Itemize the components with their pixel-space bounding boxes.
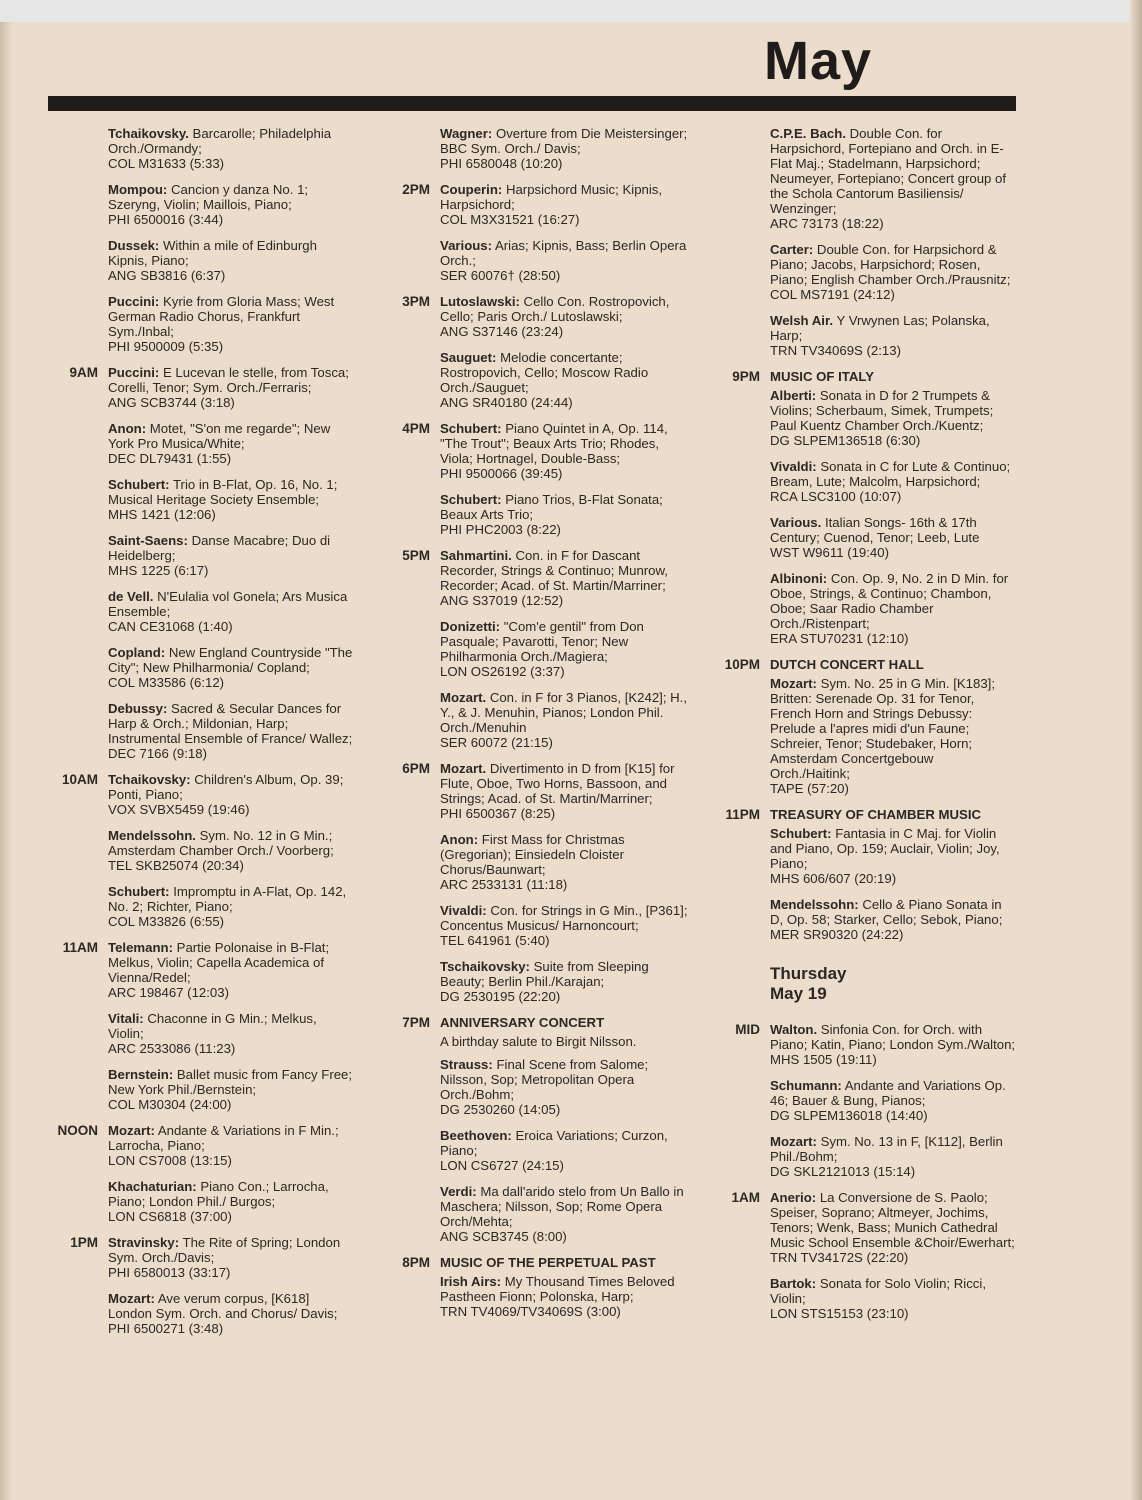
listing-entry — [440, 832, 691, 892]
composer-name: Stravinsky: — [108, 1235, 180, 1250]
composer-name: Saint-Saens: — [108, 533, 188, 548]
composer-name: Strauss: — [440, 1057, 493, 1072]
work-description: Italian Songs- 16th & 17th Century; Cuenod, Tenor; Leeb, Lute — [770, 515, 980, 545]
catalog-number: MHS 1505 (19:11) — [770, 1052, 877, 1067]
time-slot — [386, 1015, 691, 1244]
time-label: 3PM — [402, 294, 430, 309]
catalog-number: RCA LSC3100 (10:07) — [770, 489, 902, 504]
time-slot — [386, 548, 691, 750]
composer-name: Bartok: — [770, 1276, 817, 1291]
time-label: NOON — [57, 1123, 98, 1138]
composer-name: Khachaturian: — [108, 1179, 197, 1194]
composer-name: Sauguet: — [440, 350, 497, 365]
time-slot — [54, 1235, 354, 1336]
catalog-number: ARC 73173 (18:22) — [770, 216, 884, 231]
work-description: Impromptu in A-Flat, Op. 142, No. 2; Richter, Piano; — [108, 884, 347, 914]
work-description: Con. in F for 3 Pianos, [K242]; H., Y., & J. Menuhin, Pianos; London Phil. Orch./Menuhin — [440, 690, 688, 735]
time-label: 1PM — [70, 1235, 98, 1250]
catalog-number: DEC 7166 (9:18) — [108, 746, 207, 761]
work-description: Double Con. for Harpsichord, Fortepiano and Orch. in E-Flat Maj.; Stadelmann, Harpsichord; Neumeyer, Fortepiano; Concert group of the Schola Cantorum Basiliensis/ Wenzinger; — [770, 126, 1007, 216]
listing-entry — [108, 884, 354, 929]
composer-name: Various: — [440, 238, 493, 253]
catalog-number: WST W9611 (19:40) — [770, 545, 889, 560]
work-description: Danse Macabre; Duo di Heidelberg; — [108, 533, 331, 563]
work-description: My Thousand Times Beloved Pastheen Fionn; Polonska, Harp; — [440, 1274, 675, 1304]
time-label: 10PM — [724, 657, 760, 672]
listing-entry — [440, 959, 691, 1004]
catalog-number: DG SLPEM136018 (14:40) — [770, 1108, 928, 1123]
catalog-number: TRN TV4069/TV34069S (3:00) — [440, 1304, 621, 1319]
day-heading-line: Thursday — [770, 964, 847, 983]
listing-entry — [108, 701, 354, 761]
catalog-number: COL M33586 (6:12) — [108, 675, 225, 690]
work-description: First Mass for Christmas (Gregorian); Einsiedeln Cloister Chorus/Baunwart; — [440, 832, 625, 877]
catalog-number: ANG SR40180 (24:44) — [440, 395, 573, 410]
listing-entry — [108, 1123, 354, 1168]
listing-entry — [108, 126, 354, 171]
listing-entry — [770, 571, 1016, 646]
work-description: Final Scene from Salome; Nilsson, Sop; Metropolitan Opera Orch./Bohm; — [440, 1057, 649, 1102]
time-label: 7PM — [402, 1015, 430, 1030]
time-slot — [386, 294, 691, 410]
work-description: Trio in B-Flat, Op. 16, No. 1; Musical Heritage Society Ensemble; — [108, 477, 338, 507]
work-description: Piano Trios, B-Flat Sonata; Beaux Arts Trio; — [440, 492, 663, 522]
work-description: Piano Quintet in A, Op. 114, "The Trout"; Beaux Arts Trio; Rhodes, Viola; Hortnagel, Double-Bass; — [440, 421, 668, 466]
time-label: 9AM — [69, 365, 98, 380]
listing-entry — [108, 1179, 354, 1224]
work-description: New England Countryside "The City"; New Philharmonia/ Copland; — [108, 645, 353, 675]
work-description: Sonata in C for Lute & Continuo; Bream, Lute; Malcolm, Harpsichord; — [770, 459, 1011, 489]
work-description: Double Con. for Harpsichord & Piano; Jacobs, Harpsichord; Rosen, Piano; English Chamber Orch./Prausnitz; — [770, 242, 1011, 287]
time-label: 5PM — [402, 548, 430, 563]
time-label: 9PM — [732, 369, 760, 384]
composer-name: Tschaikovsky: — [440, 959, 530, 974]
time-slot — [386, 1255, 691, 1319]
catalog-number: MHS 1225 (6:17) — [108, 563, 209, 578]
catalog-number: ANG SCB3745 (8:00) — [440, 1229, 567, 1244]
composer-name: Tchaikovsky. — [108, 126, 189, 141]
catalog-number: COL M33826 (6:55) — [108, 914, 225, 929]
time-slot — [386, 421, 691, 537]
listing-entry — [108, 238, 354, 283]
composer-name: Schubert: — [770, 826, 832, 841]
listing-entry — [770, 826, 1016, 886]
catalog-number: COL M3X31521 (16:27) — [440, 212, 580, 227]
catalog-number: COL M31633 (5:33) — [108, 156, 225, 171]
program-title: TREASURY OF CHAMBER MUSIC — [770, 807, 982, 822]
listing-entry — [440, 761, 691, 821]
time-label: MID — [735, 1022, 760, 1037]
work-description: La Conversione de S. Paolo; Speiser, Soprano; Altmeyer, Jochims, Tenors; Wenk, Bass; Munich Cathedral Music School Ensemble &Choir/Ewerhart; — [770, 1190, 1015, 1250]
catalog-number: ARC 2533131 (11:18) — [440, 877, 568, 892]
composer-name: Mendelssohn. — [108, 828, 196, 843]
composer-name: Alberti: — [770, 388, 817, 403]
work-description: Sacred & Secular Dances for Harp & Orch.; Mildonian, Harp; Instrumental Ensemble of France/ Wallez; — [108, 701, 353, 746]
listing-entry — [440, 126, 691, 171]
work-description: "Com'e gentil" from Don Pasquale; Pavarotti, Tenor; New Philharmonia Orch./Magiera; — [440, 619, 644, 664]
listing-entry — [108, 772, 354, 817]
composer-name: Couperin: — [440, 182, 503, 197]
catalog-number: LON STS15153 (23:10) — [770, 1306, 909, 1321]
listing-entry — [108, 533, 354, 578]
work-description: Cello & Piano Sonata in D, Op. 58; Starker, Cello; Sebok, Piano; — [770, 897, 1003, 927]
work-description: Suite from Sleeping Beauty; Berlin Phil./Karajan; — [440, 959, 649, 989]
day-heading-line: May 19 — [770, 984, 827, 1003]
composer-name: Mozart. — [440, 761, 487, 776]
composer-name: Debussy: — [108, 701, 168, 716]
time-slot — [54, 1123, 354, 1224]
listing-entry — [440, 1184, 691, 1244]
composer-name: Anon: — [108, 421, 147, 436]
listing-entry — [770, 242, 1016, 302]
composer-name: Schubert: — [440, 421, 502, 436]
composer-name: Wagner: — [440, 126, 493, 141]
listing-entry — [770, 459, 1016, 504]
program-title: MUSIC OF THE PERPETUAL PAST — [440, 1255, 656, 1270]
listing-entry — [108, 940, 354, 1000]
work-description: Motet, "S'on me regarde"; New York Pro Musica/White; — [108, 421, 331, 451]
catalog-number: PHI 6500271 (3:48) — [108, 1321, 224, 1336]
catalog-number: SER 60076† (28:50) — [440, 268, 561, 283]
composer-name: Vivaldi: — [440, 903, 487, 918]
catalog-number: PHI PHC2003 (8:22) — [440, 522, 561, 537]
work-description: Ma dall'arido stelo from Un Ballo in Maschera; Nilsson, Sop; Rome Opera Orch/Mehta; — [440, 1184, 684, 1229]
listing-entry — [440, 294, 691, 339]
time-slot — [54, 126, 354, 354]
work-description: Harpsichord Music; Kipnis, Harpsichord; — [440, 182, 663, 212]
catalog-number: ANG S37146 (23:24) — [440, 324, 564, 339]
catalog-number: DG SLPEM136518 (6:30) — [770, 433, 921, 448]
work-description: Sonata in D for 2 Trumpets & Violins; Scherbaum, Simek, Trumpets; Paul Kuentz Chamber Orch./Kuentz; — [770, 388, 994, 433]
column-2 — [386, 126, 691, 1330]
catalog-number: ARC 2533086 (11:23) — [108, 1041, 236, 1056]
composer-name: Schubert: — [440, 492, 502, 507]
listing-entry — [108, 182, 354, 227]
listing-entry — [108, 1067, 354, 1112]
listing-entry — [440, 903, 691, 948]
catalog-number: TEL 641961 (5:40) — [440, 933, 550, 948]
time-label: 1AM — [731, 1190, 760, 1205]
catalog-number: ANG SB3816 (6:37) — [108, 268, 226, 283]
composer-name: Mozart: — [108, 1123, 155, 1138]
listing-entry — [770, 1190, 1016, 1265]
listing-entry — [440, 619, 691, 679]
catalog-number: MER SR90320 (24:22) — [770, 927, 904, 942]
work-description: Arias; Kipnis, Bass; Berlin Opera Orch.; — [440, 238, 687, 268]
work-description: Ballet music from Fancy Free; New York Phil./Bernstein; — [108, 1067, 353, 1097]
work-description: Cancion y danza No. 1; Szeryng, Violin; Maillois, Piano; — [108, 182, 309, 212]
listing-entry — [770, 676, 1016, 796]
catalog-number: PHI 6500016 (3:44) — [108, 212, 224, 227]
listing-entry — [108, 421, 354, 466]
composer-name: Dussek: — [108, 238, 160, 253]
time-slot — [716, 1022, 1016, 1179]
listing-entry — [770, 313, 1016, 358]
composer-name: Copland: — [108, 645, 166, 660]
catalog-number: TEL SKB25074 (20:34) — [108, 858, 244, 873]
work-description: Piano Con.; Larrocha, Piano; London Phil./ Burgos; — [108, 1179, 329, 1209]
composer-name: Albinoni: — [770, 571, 828, 586]
time-slot — [54, 772, 354, 929]
time-label: 10AM — [61, 772, 98, 787]
program-note: A birthday salute to Birgit Nilsson. — [440, 1034, 637, 1049]
work-description: Cello Con. Rostropovich, Cello; Paris Orch./ Lutoslawski; — [440, 294, 670, 324]
program-title: MUSIC OF ITALY — [770, 369, 875, 384]
work-description: Within a mile of Edinburgh Kipnis, Piano; — [108, 238, 317, 268]
catalog-number: TRN TV34069S (2:13) — [770, 343, 901, 358]
catalog-number: PHI 6580048 (10:20) — [440, 156, 563, 171]
catalog-number: DG 2530195 (22:20) — [440, 989, 561, 1004]
listing-entry — [108, 477, 354, 522]
listing-entry — [770, 1022, 1016, 1067]
time-slot — [54, 940, 354, 1112]
composer-name: Telemann: — [108, 940, 173, 955]
work-description: Con. for Strings in G Min., [P361]; Concentus Musicus/ Harnoncourt; — [440, 903, 688, 933]
composer-name: Beethoven: — [440, 1128, 512, 1143]
catalog-number: TAPE (57:20) — [770, 781, 849, 796]
catalog-number: PHI 9500066 (39:45) — [440, 466, 563, 481]
catalog-number: LON CS6727 (24:15) — [440, 1158, 564, 1173]
work-description: Fantasia in C Maj. for Violin and Piano, Op. 159; Auclair, Violin; Joy, Piano; — [770, 826, 1000, 871]
page-title: May — [764, 31, 873, 91]
listing-entry — [770, 388, 1016, 448]
catalog-number: COL MS7191 (24:12) — [770, 287, 895, 302]
catalog-number: LON CS7008 (13:15) — [108, 1153, 232, 1168]
composer-name: Mompou: — [108, 182, 168, 197]
catalog-number: MHS 1421 (12:06) — [108, 507, 216, 522]
work-description: Melodie concertante; Rostropovich, Cello; Moscow Radio Orch./Sauguet; — [440, 350, 649, 395]
composer-name: Puccini: — [108, 294, 160, 309]
catalog-number: LON OS26192 (3:37) — [440, 664, 565, 679]
time-slot — [386, 126, 691, 171]
catalog-number: ERA STU70231 (12:10) — [770, 631, 909, 646]
time-slot — [716, 126, 1016, 358]
listing-entry — [770, 1134, 1016, 1179]
catalog-number: ARC 198467 (12:03) — [108, 985, 229, 1000]
work-description: Andante & Variations in F Min.; Larrocha, Piano; — [108, 1123, 339, 1153]
composer-name: Anon: — [440, 832, 479, 847]
time-label: 8PM — [402, 1255, 430, 1270]
listing-entry — [770, 515, 1016, 560]
listing-entry — [108, 1235, 354, 1280]
listing-entry — [440, 182, 691, 227]
time-slot — [716, 657, 1016, 796]
listing-entry — [770, 1276, 1016, 1321]
catalog-number: DEC DL79431 (1:55) — [108, 451, 232, 466]
column-3 — [716, 126, 1016, 1332]
scan-border — [0, 0, 1142, 22]
work-description: Chaconne in G Min.; Melkus, Violin; — [108, 1011, 317, 1041]
column-1 — [54, 126, 354, 1347]
work-description: Sym. No. 12 in G Min.; Amsterdam Chamber Orch./ Voorberg; — [108, 828, 334, 858]
composer-name: Schumann: — [770, 1078, 842, 1093]
composer-name: Irish Airs: — [440, 1274, 502, 1289]
composer-name: Tchaikovsky: — [108, 772, 191, 787]
composer-name: Mozart: — [108, 1291, 155, 1306]
composer-name: Sahmartini. — [440, 548, 512, 563]
work-description: Barcarolle; Philadelphia Orch./Ormandy; — [108, 126, 332, 156]
composer-name: Donizetti: — [440, 619, 501, 634]
work-description: Andante and Variations Op. 46; Bauer & Bung, Pianos; — [770, 1078, 1006, 1108]
listing-entry — [770, 897, 1016, 942]
listing-entry — [770, 126, 1016, 231]
work-description: Ave verum corpus, [K618] London Sym. Orch. and Chorus/ Davis; — [108, 1291, 338, 1321]
program-title: DUTCH CONCERT HALL — [770, 657, 924, 672]
catalog-number: TRN TV34172S (22:20) — [770, 1250, 909, 1265]
composer-name: Lutoslawski: — [440, 294, 520, 309]
time-slot — [386, 761, 691, 1004]
composer-name: Schubert: — [108, 477, 170, 492]
composer-name: Mozart: — [770, 1134, 817, 1149]
listing-entry — [440, 238, 691, 283]
listing-entry — [108, 589, 354, 634]
work-description: Children's Album, Op. 39; Ponti, Piano; — [108, 772, 344, 802]
composer-name: C.P.E. Bach. — [770, 126, 846, 141]
listing-entry — [440, 690, 691, 750]
work-description: Overture from Die Meistersinger; BBC Sym. Orch./ Davis; — [440, 126, 688, 156]
composer-name: Various. — [770, 515, 822, 530]
work-description: Con. Op. 9, No. 2 in D Min. for Oboe, Strings, & Continuo; Chambon, Oboe; Saar Radio Chamber Orch./Ristenpart; — [770, 571, 1009, 631]
catalog-number: MHS 606/607 (20:19) — [770, 871, 897, 886]
work-description: Kyrie from Gloria Mass; West German Radio Chorus, Frankfurt Sym./Inbal; — [108, 294, 335, 339]
time-label: 4PM — [402, 421, 430, 436]
day-heading — [770, 964, 1016, 1004]
catalog-number: LON CS6818 (37:00) — [108, 1209, 232, 1224]
catalog-number: VOX SVBX5459 (19:46) — [108, 802, 250, 817]
catalog-number: PHI 6500367 (8:25) — [440, 806, 556, 821]
composer-name: Schubert: — [108, 884, 170, 899]
time-slot — [716, 369, 1016, 646]
listing-entry — [108, 294, 354, 354]
listing-entry — [440, 1274, 691, 1319]
work-description: The Rite of Spring; London Sym. Orch./Davis; — [108, 1235, 341, 1265]
time-label: 11AM — [62, 940, 98, 955]
composer-name: Anerio: — [770, 1190, 817, 1205]
catalog-number: PHI 9500009 (5:35) — [108, 339, 224, 354]
work-description: Sinfonia Con. for Orch. with Piano; Katin, Piano; London Sym./Walton; — [770, 1022, 1016, 1052]
time-slot — [716, 807, 1016, 942]
time-label: 11PM — [725, 807, 760, 822]
work-description: N'Eulalia vol Gonela; Ars Musica Ensemble; — [108, 589, 348, 619]
composer-name: Walton. — [770, 1022, 818, 1037]
composer-name: Mendelssohn: — [770, 897, 859, 912]
listing-entry — [440, 548, 691, 608]
program-title: ANNIVERSARY CONCERT — [440, 1015, 605, 1030]
work-description: Sym. No. 25 in G Min. [K183]; Britten: Serenade Op. 31 for Tenor, French Horn and Strings Debussy: Prelude a l'apres midi d'un Faune; Schreier, Tenor; Studebaker, Horn; Amsterdam Concertgebouw Orch./Haitink; — [770, 676, 996, 781]
work-description: Y Vrwynen Las; Polanska, Harp; — [770, 313, 990, 343]
time-label: 6PM — [402, 761, 430, 776]
time-slot — [716, 1190, 1016, 1321]
listing-entry — [770, 1078, 1016, 1123]
composer-name: Puccini: — [108, 365, 160, 380]
listing-entry — [108, 828, 354, 873]
header-rule — [48, 96, 1016, 111]
composer-name: de Vell. — [108, 589, 154, 604]
composer-name: Welsh Air. — [770, 313, 834, 328]
work-description: Divertimento in D from [K15] for Flute, Oboe, Two Horns, Bassoon, and Strings; Acad. of St. Martin/Marriner; — [440, 761, 675, 806]
time-slot — [54, 365, 354, 761]
composer-name: Verdi: — [440, 1184, 477, 1199]
catalog-number: SER 60072 (21:15) — [440, 735, 553, 750]
listing-entry — [108, 1291, 354, 1336]
catalog-number: COL M30304 (24:00) — [108, 1097, 232, 1112]
work-description: Sym. No. 13 in F, [K112], Berlin Phil./Bohm; — [770, 1134, 1003, 1164]
catalog-number: DG 2530260 (14:05) — [440, 1102, 561, 1117]
listing-entry — [440, 421, 691, 481]
composer-name: Mozart. — [440, 690, 487, 705]
composer-name: Carter: — [770, 242, 814, 257]
composer-name: Vitali: — [108, 1011, 144, 1026]
composer-name: Mozart: — [770, 676, 817, 691]
work-description: Con. in F for Dascant Recorder, Strings & Continuo; Munrow, Recorder; Acad. of St. Martin/Marriner; — [440, 548, 668, 593]
work-description: Sonata for Solo Violin; Ricci, Violin; — [770, 1276, 986, 1306]
catalog-number: DG SKL2121013 (15:14) — [770, 1164, 916, 1179]
composer-name: Vivaldi: — [770, 459, 817, 474]
listing-entry — [108, 365, 354, 410]
listing-entry — [440, 492, 691, 537]
work-description: Partie Polonaise in B-Flat; Melkus, Violin; Capella Academica of Vienna/Redel; — [108, 940, 330, 985]
time-label: 2PM — [402, 182, 430, 197]
catalog-number: CAN CE31068 (1:40) — [108, 619, 233, 634]
work-description: Eroica Variations; Curzon, Piano; — [440, 1128, 668, 1158]
catalog-number: ANG S37019 (12:52) — [440, 593, 564, 608]
catalog-number: ANG SCB3744 (3:18) — [108, 395, 235, 410]
work-description: E Lucevan le stelle, from Tosca; Corelli, Tenor; Sym. Orch./Ferraris; — [108, 365, 349, 395]
listing-entry — [108, 645, 354, 690]
catalog-number: PHI 6580013 (33:17) — [108, 1265, 231, 1280]
listing-entry — [440, 350, 691, 410]
listing-entry — [440, 1128, 691, 1173]
listing-entry — [440, 1057, 691, 1117]
composer-name: Bernstein: — [108, 1067, 174, 1082]
time-slot — [386, 182, 691, 283]
listing-entry — [108, 1011, 354, 1056]
